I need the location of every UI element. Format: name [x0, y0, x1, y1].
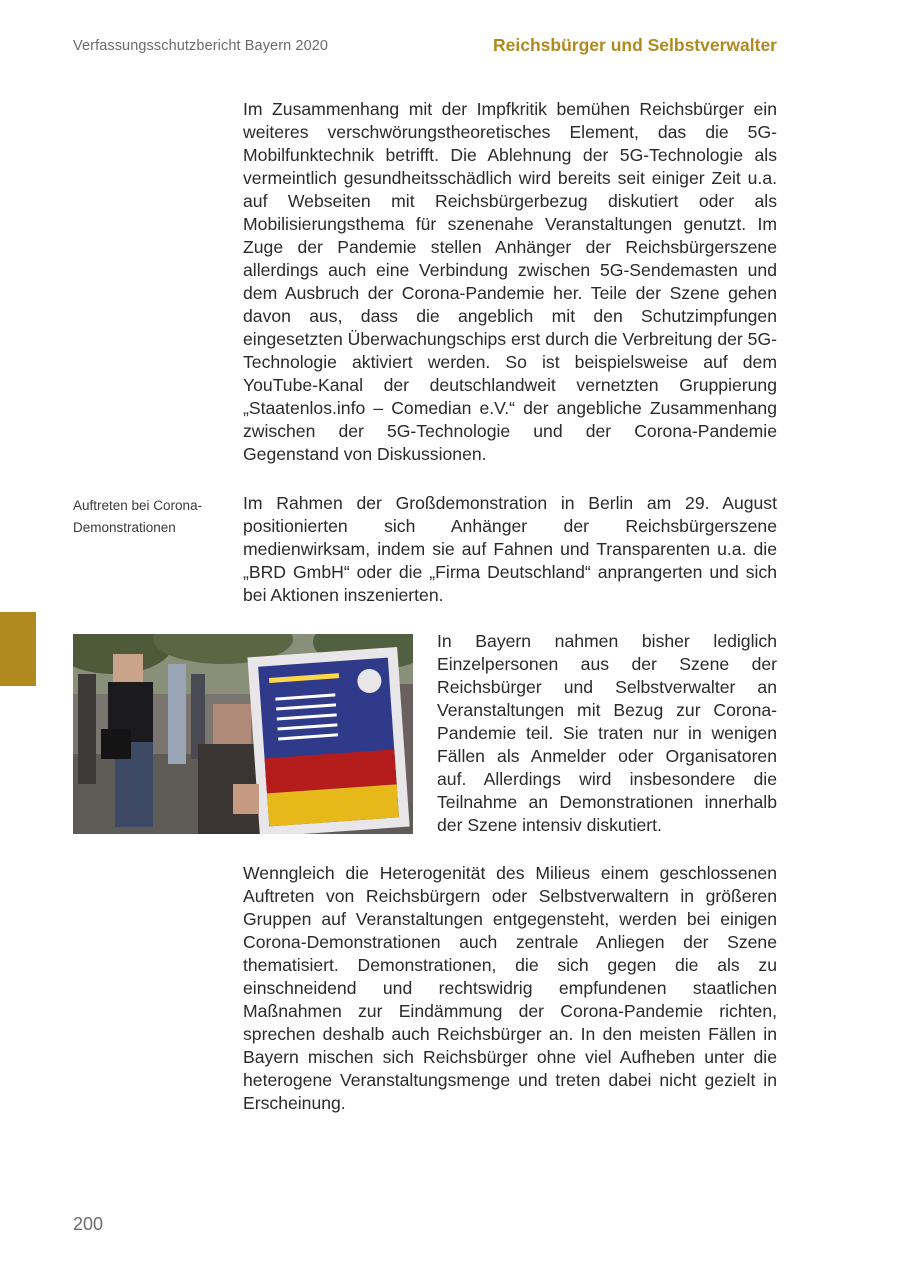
chapter-thumb-tab [0, 612, 36, 686]
running-header-left: Verfassungsschutzbericht Bayern 2020 [73, 38, 329, 54]
body-paragraph-bayern: In Bayern nahmen bisher lediglich Einzelpersonen aus der Szene der Reichsbürger und Selbstverwalter an Veranstaltungen mit Bezug zur Corona-Pandemie teil. Sie traten nur in wenigen Fällen als Anmelder oder Organisatoren auf. Allerdings wird insbesondere die Teilnahme an Demonstrationen innerhalb der Szene intensiv diskutiert. [437, 631, 777, 835]
page-number: 200 [73, 1214, 104, 1234]
demonstration-photo [73, 634, 413, 834]
margin-note: Auftreten bei Corona-Demonstrationen [73, 498, 203, 535]
body-paragraph-heterogenitaet: Wenngleich die Heterogenität des Milieus einem geschlossenen Auftreten von Reichsbürgern oder Selbstverwaltern in größeren Gruppen auf Veranstaltungen entgegensteht, werden bei einigen Corona-Demonstrationen auch zentrale Anliegen der Szene thematisiert. Demonstrationen, die sich gegen die als zu einschneidend und rechtswidrig empfundenen staatlichen Maßnahmen zur Eindämmung der Corona-Pandemie richten, sprechen deshalb auch Reichsbürger an. In den meisten Fällen in Bayern mischen sich Reichsbürger ohne viel Aufheben unter die heterogene Veranstaltungsmenge und treten dabei nicht gezielt in Erscheinung. [243, 863, 777, 1113]
body-paragraph-5g: Im Zusammenhang mit der Impfkritik bemühen Reichsbürger ein weiteres verschwörungstheoretisches Element, das die 5G-Mobilfunktechnik betrifft. Die Ablehnung der 5G-Technologie als vermeintlich gesundheitsschädlich wird bereits seit einiger Zeit u.a. auf Webseiten mit Reichsbürgerbezug diskutiert oder als Mobilisierungsthema für szenenahe Veranstaltungen genutzt. Im Zuge der Pandemie stellen Anhänger der Reichsbürgerszene allerdings auch eine Verbindung zwischen 5G-Sendemasten und dem Ausbruch der Corona-Pandemie her. Teile der Szene gehen davon aus, dass die angeblich mit den Schutzimpfungen eingesetzten Überwachungschips erst durch die Verbreitung der 5G-Technologie aktiviert werden. So ist beispielsweise auf dem YouTube-Kanal der deutschlandweit vernetzten Gruppierung „Staatenlos.info – Comedian e.V.“ der angebliche Zusammenhang zwischen der 5G-Technologie und der Corona-Pandemie Gegenstand von Diskussionen. [243, 99, 777, 464]
body-paragraph-berlin-demo: Im Rahmen der Großdemonstration in Berlin am 29. August positionierten sich Anhänger der Reichsbürgerszene medienwirksam, indem sie auf Fahnen und Transparenten u.a. die „BRD GmbH“ oder die „Firma Deutschland“ anprangerten und sich bei Aktionen inszenierten. [243, 493, 777, 605]
running-header-chapter-title: Reichsbürger und Selbstverwalter [493, 35, 777, 55]
